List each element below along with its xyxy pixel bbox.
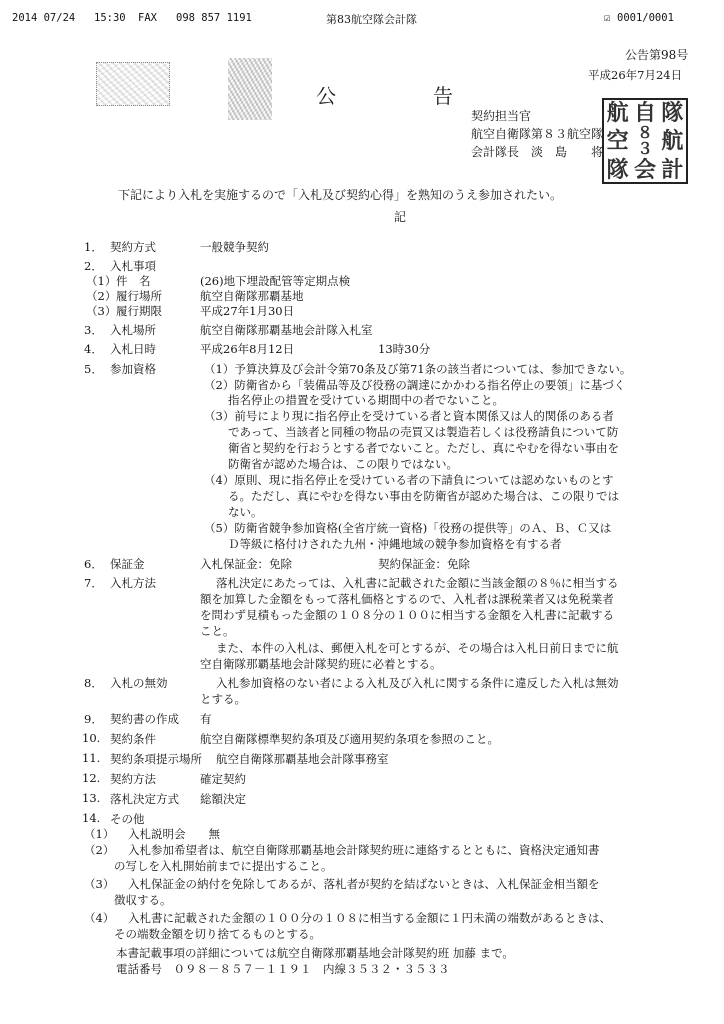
other-3-cont: 徴収する。	[114, 893, 172, 907]
official-seal	[602, 98, 688, 184]
item-number: 5．	[84, 362, 103, 376]
issuer-line2: 航空自衛隊第８３航空隊	[471, 127, 604, 141]
fax-sender: 第83航空隊会計隊	[326, 13, 417, 26]
fax-number: 098 857 1191	[176, 12, 252, 24]
item-label: 契約条件	[110, 732, 156, 746]
blurred-stamp	[96, 62, 170, 106]
subitem-number: （1）	[86, 274, 117, 288]
seal-char: 航	[606, 99, 629, 126]
item-value: 航空自衛隊標準契約条項及び適用契約条項を参照のこと。	[200, 732, 499, 746]
seal-char: 航	[661, 128, 684, 154]
item-value: 平成26年8月12日	[200, 342, 295, 356]
other-2: 入札参加希望者は、航空自衛隊那覇基地会計隊契約班に連絡するとともに、資格決定通知書	[128, 843, 600, 857]
qualification-3-cont: であって、当該者と同種の物品の売買又は製造若しくは役務請負について防	[228, 425, 619, 439]
item-number: 7．	[84, 576, 103, 590]
fax-date: 2014 07/24	[12, 12, 76, 24]
qualification-4-cont: ない。	[228, 505, 263, 519]
item-label: 入札日時	[110, 342, 156, 356]
qualification-1: （1）予算決算及び会計令第70条及び第71条の該当者については、参加できない。	[204, 362, 632, 376]
item-label: 契約方式	[110, 240, 156, 254]
invalid-bid-text: 入札参加資格のない者による入札及び入札に関する条件に違反した入札は無効	[216, 676, 619, 690]
other-4-cont: その端数金額を切り捨てるものとする。	[114, 927, 321, 941]
intro-text: 下記により入札を実施するので「入札及び契約心得」を熟知のうえ参加されたい。	[118, 188, 563, 202]
other-4: 入札書に記載された金額の１００分の１０８に相当する金額に１円未満の端数があるときは、	[128, 911, 611, 925]
fax-label: FAX	[138, 12, 157, 24]
other-2-cont: の写しを入札開始前までに提出すること。	[114, 859, 333, 873]
invalid-bid-text: とする。	[200, 692, 246, 706]
bid-method-text: また、本件の入札は、郵便入札を可とするが、その場合は入札日前日までに航	[216, 641, 619, 655]
item-value: 確定契約	[200, 772, 246, 786]
item-number: 12.	[82, 771, 101, 785]
item-number: 3．	[84, 323, 103, 337]
contact-phone: 電話番号 ０９８－８５７－１１９１ 内線３５３２・３５３３	[116, 962, 450, 976]
item-label: その他	[110, 812, 145, 826]
qualification-2: （2）防衛省から「装備品等及び役務の調達にかかわる指名停止の要領」に基づく	[204, 378, 626, 392]
fax-page: 0001/0001	[617, 12, 674, 24]
item-number: 14.	[82, 811, 101, 825]
bid-method-text: 落札決定にあたっては、入札書に記載された金額に当該金額の８％に相当する	[216, 576, 619, 590]
fax-time: 15:30	[94, 12, 126, 24]
item-label: 契約書の作成	[110, 712, 179, 726]
bid-deposit: 入札保証金：免除	[200, 557, 292, 571]
other-1: 入札説明会 無	[128, 827, 220, 841]
seal-char: 会	[633, 156, 656, 183]
item-number: 8．	[84, 676, 103, 690]
notice-date: 平成26年7月24日	[588, 68, 683, 82]
notice-title-right: 告	[433, 84, 453, 108]
item-number: 2．	[84, 259, 103, 273]
subitem-label: 件 名	[116, 274, 151, 288]
item-value: 航空自衛隊那覇基地会計隊入札室	[200, 323, 373, 337]
item-time: 13時30分	[378, 342, 431, 356]
bid-method-text: 額を加算した金額をもって落札価格とするので、入札者は課税業者又は免税業者	[200, 592, 614, 606]
subitem-label: 履行期限	[116, 304, 162, 318]
issuer-line1: 契約担当官	[471, 109, 532, 123]
issuer-line3: 会計隊長 淡 島 将	[471, 145, 604, 159]
item-value: 総額決定	[200, 792, 246, 806]
item-label: 入札場所	[110, 323, 156, 337]
bid-method-text: こと。	[200, 624, 235, 638]
qualification-3: （3）前号により現に指名停止を受けている者と資本関係又は人的関係のある者	[204, 409, 614, 423]
blurred-stamp	[228, 58, 272, 120]
fax-page-icon: ☑	[604, 12, 611, 24]
item-number: 1．	[84, 240, 103, 254]
item-value: 航空自衛隊那覇基地会計隊事務室	[216, 752, 389, 766]
subitem-number: （1）	[84, 827, 115, 841]
seal-char: 隊	[661, 99, 684, 126]
qualification-2-cont: 指名停止の措置を受けている期間中の者でないこと。	[228, 393, 504, 407]
other-3: 入札保証金の納付を免除してあるが、落札者が契約を結ばないときは、入札保証金相当額を	[128, 877, 600, 891]
item-number: 11.	[82, 751, 101, 765]
seal-char: 空	[606, 128, 629, 154]
subitem-number: （4）	[84, 911, 115, 925]
qualification-5-cont: Ｄ等級に格付けされた九州・沖縄地域の競争参加資格を有する者	[228, 537, 562, 551]
item-label: 契約条項提示場所	[110, 752, 202, 766]
item-label: 入札事項	[110, 259, 156, 273]
contract-deposit: 契約保証金：免除	[378, 557, 470, 571]
item-label: 保証金	[110, 557, 145, 571]
contact-line: 本書記載事項の詳細については航空自衛隊那覇基地会計隊契約班 加藤 まで。	[116, 946, 514, 960]
qualification-4: （4）原則、現に指名停止を受けている者の下請負については認めないものとす	[204, 473, 614, 487]
seal-char: 隊	[606, 156, 629, 183]
item-value: 有	[200, 712, 212, 726]
item-number: 6．	[84, 557, 103, 571]
subitem-label: 履行場所	[116, 289, 162, 303]
ki-heading: 記	[394, 210, 407, 224]
seal-char: 自	[633, 99, 656, 126]
bid-method-text: を問わず見積もった金額の１０８分の１００に相当する金額を入札書に記載する	[200, 608, 614, 622]
qualification-3-cont: 衛省と契約を行おうとする者でないこと。ただし、真にやむを得ない事由を	[228, 441, 619, 455]
notice-title-left: 公	[316, 84, 336, 108]
item-number: 9．	[84, 712, 103, 726]
item-label: 参加資格	[110, 362, 156, 376]
item-label: 入札の無効	[110, 676, 168, 690]
item-value: 一般競争契約	[200, 240, 269, 254]
qualification-4-cont: る。ただし、真にやむを得ない事由を防衛省が認めた場合は、この限りでは	[228, 489, 619, 503]
seal-char: 計	[661, 156, 684, 183]
subitem-number: （2）	[84, 843, 115, 857]
subitem-value: (26)地下埋設配管等定期点検	[200, 274, 351, 288]
subitem-number: （3）	[84, 877, 115, 891]
bid-method-text: 空自衛隊那覇基地会計隊契約班に必着とする。	[200, 657, 442, 671]
seal-char: ８３	[636, 123, 653, 158]
item-label: 落札決定方式	[110, 792, 179, 806]
item-label: 契約方法	[110, 772, 156, 786]
item-number: 4．	[84, 342, 103, 356]
item-label: 入札方法	[110, 576, 156, 590]
qualification-5: （5）防衛省競争参加資格(全省庁統一資格)「役務の提供等」のＡ、Ｂ、Ｃ又は	[204, 521, 612, 535]
qualification-3-cont: 防衛省が認めた場合は、この限りではない。	[228, 457, 458, 471]
item-number: 10.	[82, 731, 101, 745]
subitem-number: （2）	[86, 289, 117, 303]
notice-number: 公告第98号	[625, 48, 689, 62]
subitem-value: 航空自衛隊那覇基地	[200, 289, 304, 303]
subitem-number: （3）	[86, 304, 117, 318]
item-number: 13.	[82, 791, 101, 805]
subitem-value: 平成27年1月30日	[200, 304, 295, 318]
